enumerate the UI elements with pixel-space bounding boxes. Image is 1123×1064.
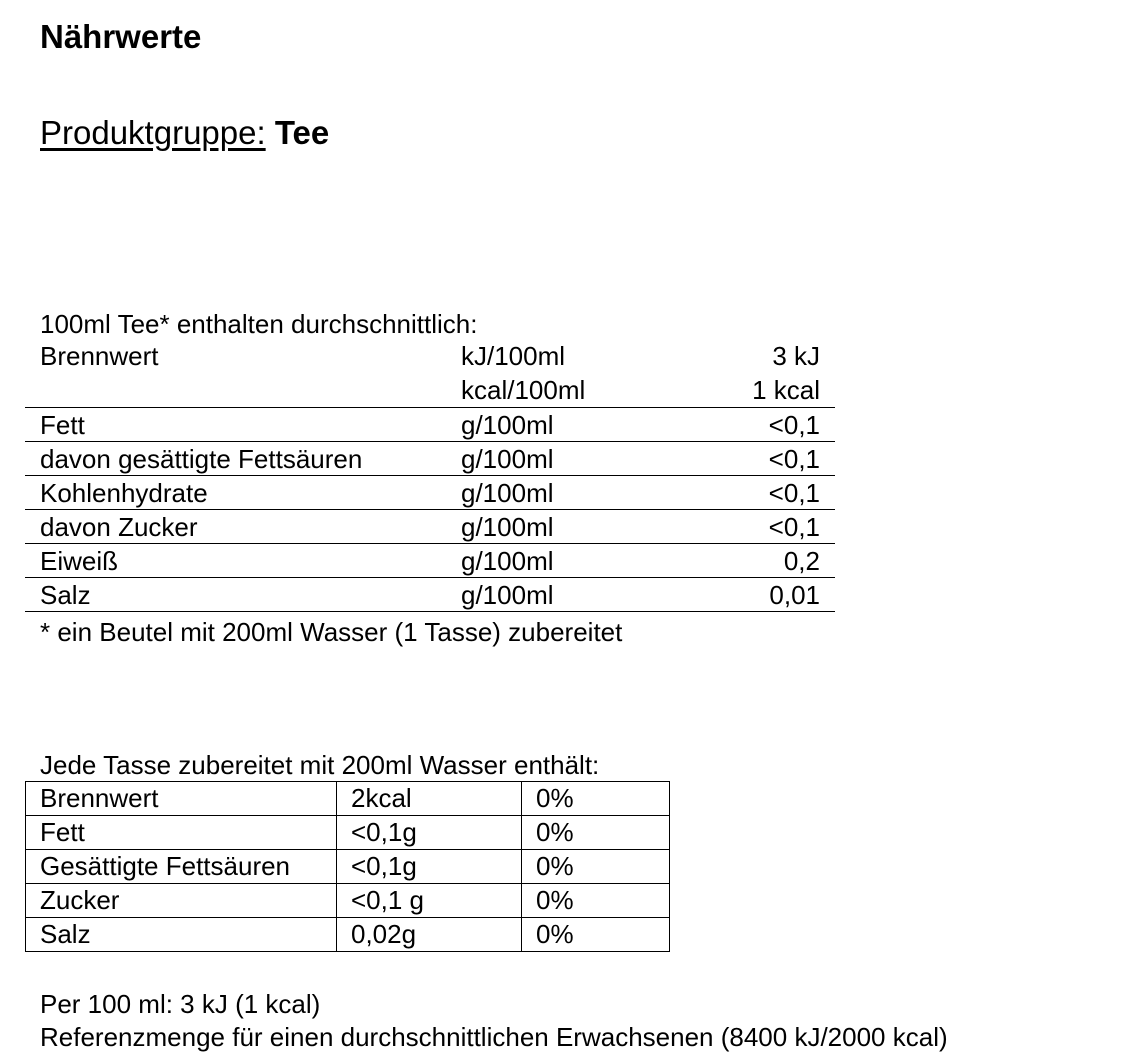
row-unit: g/100ml — [461, 410, 554, 440]
row-percent: 0% — [522, 884, 670, 918]
page-title: Nährwerte — [40, 18, 202, 55]
reference-intake-note: Referenzmenge für einen durchschnittlichen Erwachsenen (8400 kJ/2000 kcal) — [40, 1022, 948, 1052]
row-name: Eiweiß — [40, 546, 119, 576]
row-percent: 0% — [522, 850, 670, 884]
table-row — [25, 543, 835, 577]
table-row — [25, 373, 835, 407]
row-name: Fett — [26, 816, 337, 850]
row-name: Salz — [40, 580, 91, 610]
row-amount: <0,1 g — [337, 884, 522, 918]
table2-intro: Jede Tasse zubereitet mit 200ml Wasser enthält: — [40, 750, 600, 780]
row-name: Brennwert — [40, 341, 159, 371]
table-row — [26, 782, 670, 816]
row-name: Kohlenhydrate — [40, 478, 208, 508]
row-value: <0,1 — [768, 444, 820, 474]
row-name: Gesättigte Fettsäuren — [26, 850, 337, 884]
row-unit: g/100ml — [461, 580, 554, 610]
row-unit: g/100ml — [461, 546, 554, 576]
row-amount: <0,1g — [337, 816, 522, 850]
table-row — [26, 884, 670, 918]
row-amount: 2kcal — [337, 782, 522, 816]
row-value: 1 kcal — [752, 375, 820, 405]
row-name: Brennwert — [26, 782, 337, 816]
row-percent: 0% — [522, 816, 670, 850]
row-value: 0,2 — [783, 546, 820, 576]
product-group-value: Tee — [274, 114, 330, 151]
nutrition-table-per-cup — [25, 781, 670, 952]
row-value: 3 kJ — [772, 341, 820, 371]
table-row — [25, 475, 835, 509]
table1-intro: 100ml Tee* enthalten durchschnittlich: — [40, 309, 478, 339]
row-name: Fett — [40, 410, 85, 440]
row-name: Salz — [26, 918, 337, 952]
table-row — [25, 441, 835, 475]
nutrition-table-per-100ml — [25, 339, 835, 612]
row-unit: kcal/100ml — [461, 375, 586, 405]
row-amount: <0,1g — [337, 850, 522, 884]
table-row — [26, 918, 670, 952]
row-percent: 0% — [522, 918, 670, 952]
table-row — [26, 850, 670, 884]
table-row — [25, 509, 835, 543]
row-value: <0,1 — [768, 512, 820, 542]
row-name: Zucker — [26, 884, 337, 918]
table-row — [25, 577, 835, 612]
row-percent: 0% — [522, 782, 670, 816]
per-100ml-summary: Per 100 ml: 3 kJ (1 kcal) — [40, 989, 321, 1019]
table-row — [25, 407, 835, 441]
row-name: davon Zucker — [40, 512, 198, 542]
table1-footnote: * ein Beutel mit 200ml Wasser (1 Tasse) zubereitet — [40, 617, 623, 647]
row-unit: g/100ml — [461, 444, 554, 474]
product-group — [40, 114, 329, 152]
row-unit: kJ/100ml — [461, 341, 566, 371]
table-row — [26, 816, 670, 850]
row-amount: 0,02g — [337, 918, 522, 952]
table-row — [25, 339, 835, 373]
row-unit: g/100ml — [461, 478, 554, 508]
row-unit: g/100ml — [461, 512, 554, 542]
product-group-label: Produktgruppe: — [40, 114, 266, 151]
row-value: <0,1 — [768, 478, 820, 508]
row-value: <0,1 — [768, 410, 820, 440]
row-value: 0,01 — [769, 580, 820, 610]
row-name: davon gesättigte Fettsäuren — [40, 444, 363, 474]
